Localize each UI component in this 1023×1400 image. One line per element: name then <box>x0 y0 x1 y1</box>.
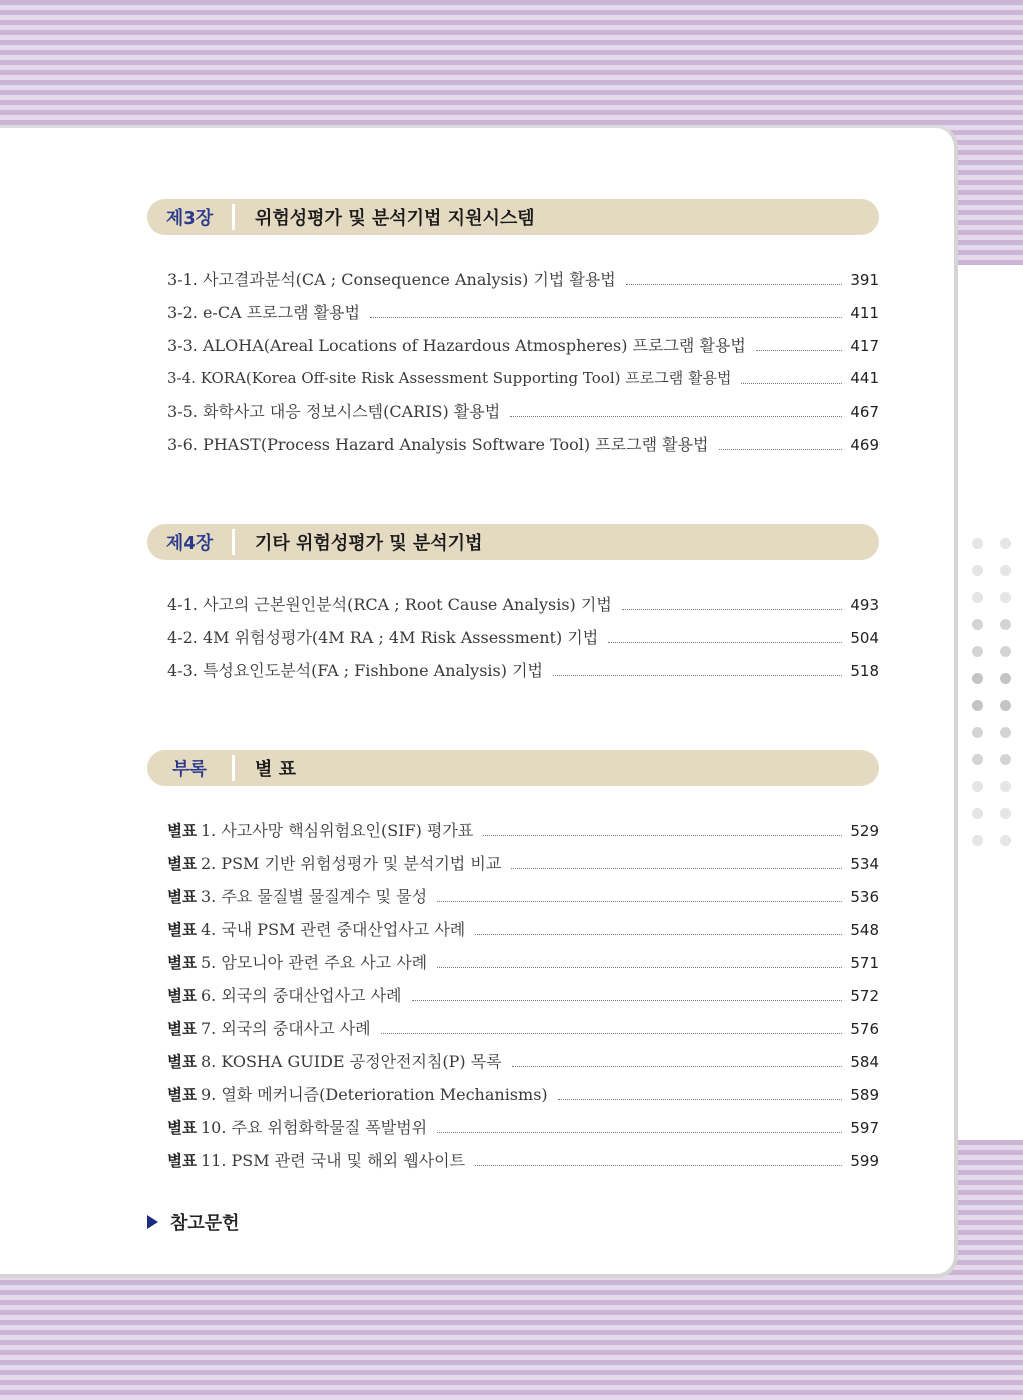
toc-entry[interactable] <box>147 1078 879 1111</box>
dot-leader <box>510 416 842 417</box>
entry-label: 별표 <box>167 855 197 873</box>
decor-dot <box>1000 592 1011 603</box>
entry-title: KOSHA GUIDE 공정안전지침(P) 목록 <box>221 1052 502 1071</box>
toc-entry[interactable] <box>147 588 879 621</box>
toc-entry[interactable] <box>147 263 879 296</box>
toc-list <box>147 814 879 1177</box>
toc-entry[interactable] <box>147 329 879 362</box>
toc-entry[interactable] <box>147 428 879 461</box>
toc-entry[interactable] <box>147 654 879 687</box>
decor-dot <box>972 727 983 738</box>
dot-leader <box>719 449 843 450</box>
entry-title: 사고의 근본원인분석(RCA ; Root Cause Analysis) 기법 <box>202 595 612 614</box>
header-divider <box>232 755 235 781</box>
decorative-dot-grid <box>966 532 1022 852</box>
decor-dot <box>1000 538 1011 549</box>
entry-number: 10. <box>200 1118 232 1137</box>
entry-label: 별표 <box>167 822 197 840</box>
toc-entry[interactable] <box>147 847 879 880</box>
decor-dot <box>972 835 983 846</box>
decor-dot <box>972 565 983 576</box>
entry-page: 441 <box>850 369 879 387</box>
section-chapter-4 <box>147 524 879 687</box>
toc-entry[interactable] <box>147 1012 879 1045</box>
entry-title: KORA(Korea Off-site Risk Assessment Supporting Tool) 프로그램 활용법 <box>200 369 732 387</box>
toc-entry[interactable] <box>147 1045 879 1078</box>
decor-dot <box>1000 781 1011 792</box>
dot-leader <box>741 383 842 384</box>
entry-label: 별표 <box>167 1119 197 1137</box>
entry-title: 주요 물질별 물질계수 및 물성 <box>221 887 428 906</box>
entry-page: 391 <box>850 271 879 289</box>
entry-page: 597 <box>850 1119 879 1137</box>
toc-entry[interactable] <box>147 814 879 847</box>
decor-dot <box>1000 835 1011 846</box>
entry-page: 536 <box>850 888 879 906</box>
entry-number: 3-5. <box>167 402 203 421</box>
toc-entry[interactable] <box>147 913 879 946</box>
entry-number: 3-2. <box>167 303 203 322</box>
dot-leader <box>756 350 843 351</box>
section-appendix <box>147 750 879 1177</box>
chapter-number: 제4장 <box>165 533 214 554</box>
entry-title: 암모니아 관련 주요 사고 사례 <box>221 953 428 972</box>
decor-dot <box>972 592 983 603</box>
entry-number: 4-3. <box>167 661 203 680</box>
decor-dot <box>972 700 983 711</box>
decor-dot <box>1000 565 1011 576</box>
entry-number: 4. <box>200 920 222 939</box>
dot-leader <box>511 868 842 869</box>
entry-label: 별표 <box>167 954 197 972</box>
decor-dot <box>1000 646 1011 657</box>
entry-title: 사고결과분석(CA ; Consequence Analysis) 기법 활용법 <box>202 270 616 289</box>
entry-number: 3-1. <box>167 270 203 289</box>
entry-page: 529 <box>850 822 879 840</box>
dot-leader <box>512 1066 843 1067</box>
section-header-bar <box>147 199 879 235</box>
entry-title: 4M 위험성평가(4M RA ; 4M Risk Assessment) 기법 <box>202 628 599 647</box>
dot-leader <box>608 642 842 643</box>
dot-leader <box>437 967 842 968</box>
toc-entry[interactable] <box>147 395 879 428</box>
entry-title: ALOHA(Areal Locations of Hazardous Atmospheres) 프로그램 활용법 <box>202 336 746 355</box>
decor-dot <box>972 808 983 819</box>
toc-entry[interactable] <box>147 621 879 654</box>
entry-number: 3-4. <box>167 369 201 387</box>
chapter-number: 부록 <box>172 759 207 780</box>
toc-entry[interactable] <box>147 296 879 329</box>
dot-leader <box>412 1000 843 1001</box>
entry-number: 4-2. <box>167 628 203 647</box>
decor-dot <box>972 646 983 657</box>
entry-page: 411 <box>850 304 879 322</box>
entry-number: 3-6. <box>167 435 203 454</box>
decor-dot <box>1000 700 1011 711</box>
toc-list <box>147 588 879 687</box>
entry-page: 467 <box>850 403 879 421</box>
dot-leader <box>622 609 843 610</box>
decor-dot <box>972 754 983 765</box>
entry-page: 417 <box>850 337 879 355</box>
decor-dot <box>1000 727 1011 738</box>
entry-page: 572 <box>850 987 879 1005</box>
entry-page: 518 <box>850 662 879 680</box>
dot-leader <box>483 835 842 836</box>
section-title: 위험성평가 및 분석기법 지원시스템 <box>255 208 535 229</box>
entry-title: 주요 위험화학물질 폭발범위 <box>231 1118 428 1137</box>
entry-number: 3-3. <box>167 336 203 355</box>
dot-leader <box>437 1132 842 1133</box>
entry-number: 9. <box>200 1085 222 1104</box>
entry-title: PSM 기반 위험성평가 및 분석기법 비교 <box>221 854 502 873</box>
entry-number: 6. <box>200 986 222 1005</box>
entry-label: 별표 <box>167 1086 197 1104</box>
dot-leader <box>475 934 842 935</box>
triangle-right-icon <box>147 1215 158 1229</box>
entry-number: 3. <box>200 887 222 906</box>
toc-entry[interactable] <box>147 1144 879 1177</box>
entry-page: 571 <box>850 954 879 972</box>
entry-page: 576 <box>850 1020 879 1038</box>
toc-list <box>147 263 879 461</box>
entry-number: 5. <box>200 953 222 972</box>
references-label: 참고문헌 <box>170 1213 240 1234</box>
dot-leader <box>626 284 843 285</box>
dot-leader <box>381 1033 843 1034</box>
entry-label: 별표 <box>167 888 197 906</box>
entry-page: 599 <box>850 1152 879 1170</box>
decor-dot <box>1000 754 1011 765</box>
dot-leader <box>437 901 842 902</box>
entry-title: 화학사고 대응 정보시스템(CARIS) 활용법 <box>202 402 501 421</box>
chapter-number: 제3장 <box>165 208 214 229</box>
references-entry[interactable] <box>147 1209 240 1235</box>
section-header-bar <box>147 524 879 560</box>
entry-page: 534 <box>850 855 879 873</box>
decor-dot <box>1000 808 1011 819</box>
section-header-bar <box>147 750 879 786</box>
entry-title: PHAST(Process Hazard Analysis Software Tool) 프로그램 활용법 <box>202 435 709 454</box>
toc-entry[interactable] <box>147 880 879 913</box>
entry-title: 열화 메커니즘(Deterioration Mechanisms) <box>221 1085 548 1104</box>
toc-entry[interactable] <box>147 979 879 1012</box>
entry-label: 별표 <box>167 1152 197 1170</box>
entry-page: 504 <box>850 629 879 647</box>
entry-title: 국내 PSM 관련 중대산업사고 사례 <box>221 920 466 939</box>
entry-title: 특성요인도분석(FA ; Fishbone Analysis) 기법 <box>202 661 544 680</box>
toc-entry[interactable] <box>147 946 879 979</box>
entry-title: PSM 관련 국내 및 해외 웹사이트 <box>231 1151 466 1170</box>
entry-number: 7. <box>200 1019 222 1038</box>
decor-dot <box>972 673 983 684</box>
entry-label: 별표 <box>167 1020 197 1038</box>
entry-title: 외국의 중대산업사고 사례 <box>221 986 402 1005</box>
decor-dot <box>1000 619 1011 630</box>
entry-page: 589 <box>850 1086 879 1104</box>
entry-number: 2. <box>200 854 222 873</box>
entry-number: 1. <box>200 821 222 840</box>
entry-page: 548 <box>850 921 879 939</box>
entry-number: 8. <box>200 1052 222 1071</box>
entry-label: 별표 <box>167 1053 197 1071</box>
dot-leader <box>558 1099 843 1100</box>
entry-number: 4-1. <box>167 595 203 614</box>
section-title: 기타 위험성평가 및 분석기법 <box>255 533 483 554</box>
entry-title: 사고사망 핵심위험요인(SIF) 평가표 <box>221 821 474 840</box>
entry-title: e-CA 프로그램 활용법 <box>202 303 360 322</box>
entry-label: 별표 <box>167 987 197 1005</box>
dot-leader <box>475 1165 842 1166</box>
header-divider <box>232 529 235 555</box>
decor-dot <box>972 781 983 792</box>
header-divider <box>232 204 235 230</box>
toc-entry[interactable] <box>147 362 879 395</box>
dot-leader <box>370 317 842 318</box>
dot-leader <box>553 675 842 676</box>
toc-entry[interactable] <box>147 1111 879 1144</box>
section-chapter-3 <box>147 199 879 461</box>
decor-dot <box>972 538 983 549</box>
section-title: 별 표 <box>255 759 297 780</box>
entry-page: 469 <box>850 436 879 454</box>
entry-page: 584 <box>850 1053 879 1071</box>
entry-title: 외국의 중대사고 사례 <box>221 1019 371 1038</box>
decor-dot <box>1000 673 1011 684</box>
entry-page: 493 <box>850 596 879 614</box>
decor-dot <box>972 619 983 630</box>
entry-number: 11. <box>200 1151 232 1170</box>
entry-label: 별표 <box>167 921 197 939</box>
